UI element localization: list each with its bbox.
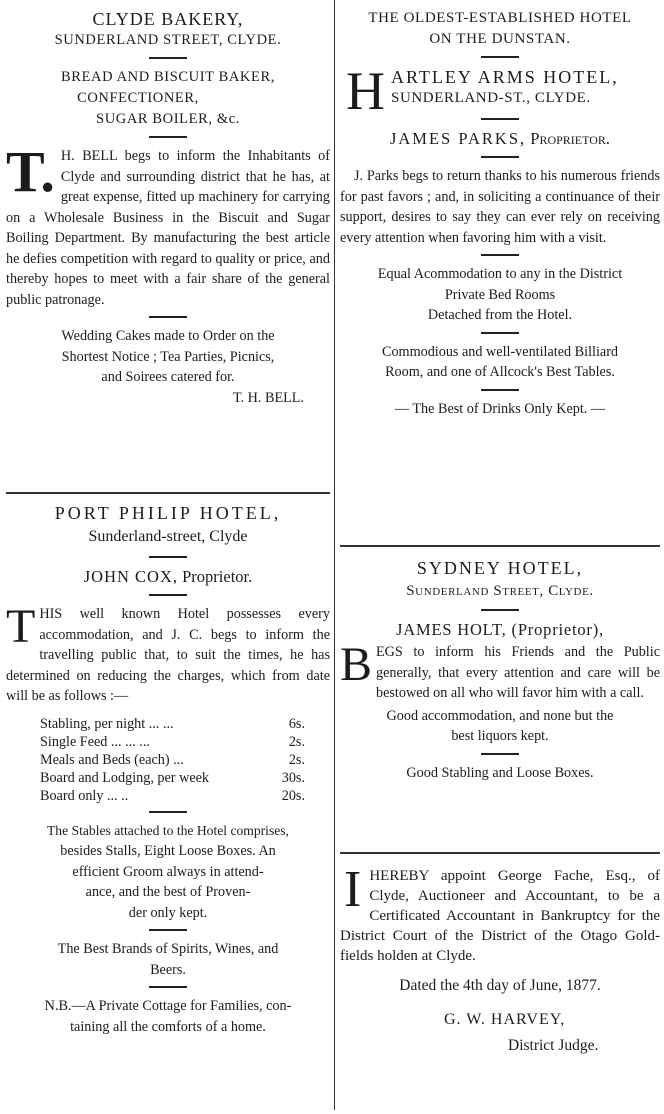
signature: T. H. BELL.	[232, 389, 304, 406]
body-text: H. BELL begs to inform the Inhabitants of Clyde and surrounding district that he has, at great expense, fitted up machinery for carrying on a Wholesale Business in the Biscuit and Sugar Boiling Department. By manufacturing the best article he defies competition with regard to quality or price, and thereby hopes to meet with a fair share of the general public patronage.	[6, 148, 330, 308]
accom-line: best liquors kept.	[451, 728, 549, 744]
intro-line: THE OLDEST-ESTABLISHED HOTEL	[368, 10, 632, 26]
rate-row: Board only ... .. 20s.	[40, 787, 305, 804]
body-text: EGS to inform his Friends and the Public generally, that every attention and care will be bestowed on all who will favor him with a call.	[376, 644, 660, 701]
divider	[481, 156, 519, 158]
body-text: HIS well known Hotel possesses every accommodation, and J. C. begs to inform the travelling public that, to suit the times, he has determined on reducing the charges, which from date will be as follows :—	[6, 606, 330, 704]
dated-line: Dated the 4th day of June, 1877.	[399, 977, 601, 994]
proprietor-name: JOHN COX,	[83, 567, 178, 586]
ad-body	[340, 861, 660, 966]
divider	[481, 118, 519, 120]
hartley-arms-ad	[340, 0, 660, 545]
divider	[481, 56, 519, 58]
brands-line: The Best Brands of Spirits, Wines, and	[57, 941, 279, 957]
stabling-line: Good Stabling and Loose Boxes.	[406, 764, 594, 781]
accom-line: Good accommodation, and none but the	[386, 707, 614, 724]
stables-line: ance, and the best of Proven-	[85, 884, 251, 900]
ad-body	[340, 638, 660, 704]
divider	[149, 594, 187, 596]
hotel-heading	[340, 66, 660, 112]
signature-title: District Judge.	[508, 1036, 599, 1054]
proprietor-name: JAMES PARKS,	[389, 129, 527, 148]
body-text: J. Parks begs to return thanks to his numerous friends for past favors ; and, in soliciting a continuance of their support, desires to say they can ever rely on receiving every attention when favoring him with a visit.	[340, 168, 660, 246]
ad-body	[6, 139, 330, 310]
left-column	[6, 0, 330, 1112]
proprietor-line	[6, 566, 330, 588]
divider	[149, 136, 187, 138]
ad-body	[6, 600, 330, 707]
appointment-notice	[340, 854, 660, 1114]
column-divider	[334, 0, 335, 1110]
drop-cap: I	[344, 861, 362, 918]
divider	[481, 753, 519, 755]
intro-line: ON THE DUNSTAN.	[429, 31, 571, 47]
accom-line: Detached from the Hotel.	[427, 307, 573, 323]
stables-line: efficient Groom always in attend-	[72, 863, 264, 880]
signature-name: G. W. HARVEY,	[444, 1010, 566, 1028]
divider	[481, 389, 519, 391]
rate-row: Single Feed ... ... ... 2s.	[40, 733, 305, 750]
nb-line: N.B.—A Private Cottage for Families, con-	[44, 998, 292, 1014]
sydney-hotel-ad	[340, 547, 660, 852]
divider	[481, 609, 519, 611]
stables-line: der only kept.	[128, 904, 208, 921]
clyde-bakery-ad	[6, 0, 330, 492]
nb-line: taining all the comforts of a home.	[70, 1018, 266, 1035]
proprietor-line: JAMES HOLT, (Proprietor),	[396, 620, 604, 639]
wedding-line: Wedding Cakes made to Order on the	[61, 328, 275, 344]
wedding-line: and Soirees catered for.	[101, 369, 235, 385]
accom-line: Private Bed Rooms	[444, 286, 556, 303]
stables-line: The Stables attached to the Hotel comprises,	[47, 822, 289, 838]
ad-title: CLYDE BAKERY,	[92, 9, 244, 29]
drinks-line: — The Best of Drinks Only Kept. —	[394, 400, 606, 417]
wedding-line: Shortest Notice ; Tea Parties, Picnics,	[61, 348, 275, 365]
ad-address: SUNDERLAND-ST., CLYDE.	[391, 90, 591, 106]
drop-cap: B	[340, 638, 373, 691]
proprietor-role: Proprietor.	[182, 567, 253, 586]
accom-line: Equal Acommodation to any in the District	[377, 266, 623, 282]
body-text: HEREBY appoint George Fache, Esq., of Clyde, Auctioneer and Accountant, to be a Certificated Accountant in Bankruptcy for the District Court of the District of the Otago Gold-fields holden at Clyde.	[340, 868, 660, 964]
billiard-line: Commodious and well-ventilated Billiard	[381, 343, 619, 360]
ad-address: Sunderland Street, Clyde.	[406, 583, 594, 599]
rates-table	[40, 715, 305, 805]
drop-cap: H	[346, 66, 385, 112]
ad-title: SYDNEY HOTEL,	[416, 558, 584, 578]
trade-line: BREAD AND BISCUIT BAKER,	[61, 69, 275, 85]
ad-address: SUNDERLAND STREET, CLYDE.	[54, 32, 282, 48]
divider	[149, 556, 187, 558]
ad-title: PORT PHILIP HOTEL,	[54, 503, 282, 523]
port-philip-ad	[6, 494, 330, 1112]
proprietor-role: Proprietor.	[530, 129, 611, 148]
divider	[481, 332, 519, 334]
divider	[149, 57, 187, 59]
rate-row: Stabling, per night ... ... 6s.	[40, 715, 305, 732]
divider	[149, 316, 187, 318]
divider	[149, 929, 187, 931]
divider	[481, 254, 519, 256]
divider	[149, 811, 187, 813]
stables-line: besides Stalls, Eight Loose Boxes. An	[60, 843, 276, 859]
brands-line: Beers.	[150, 961, 186, 978]
drop-cap: T	[6, 600, 36, 653]
divider	[149, 986, 187, 988]
trade-line: SUGAR BOILER, &c.	[96, 111, 240, 127]
drop-cap: T.	[6, 139, 55, 204]
proprietor-line	[340, 128, 660, 150]
ad-title: ARTLEY ARMS HOTEL,	[391, 67, 619, 87]
rate-row: Meals and Beds (each) ... 2s.	[40, 751, 305, 768]
ad-address: Sunderland-street, Clyde	[88, 528, 248, 545]
rate-row: Board and Lodging, per week 30s.	[40, 769, 305, 786]
right-column	[340, 0, 660, 1114]
trade-line: CONFECTIONER,	[77, 90, 199, 106]
billiard-line: Room, and one of Allcock's Best Tables.	[385, 364, 615, 380]
